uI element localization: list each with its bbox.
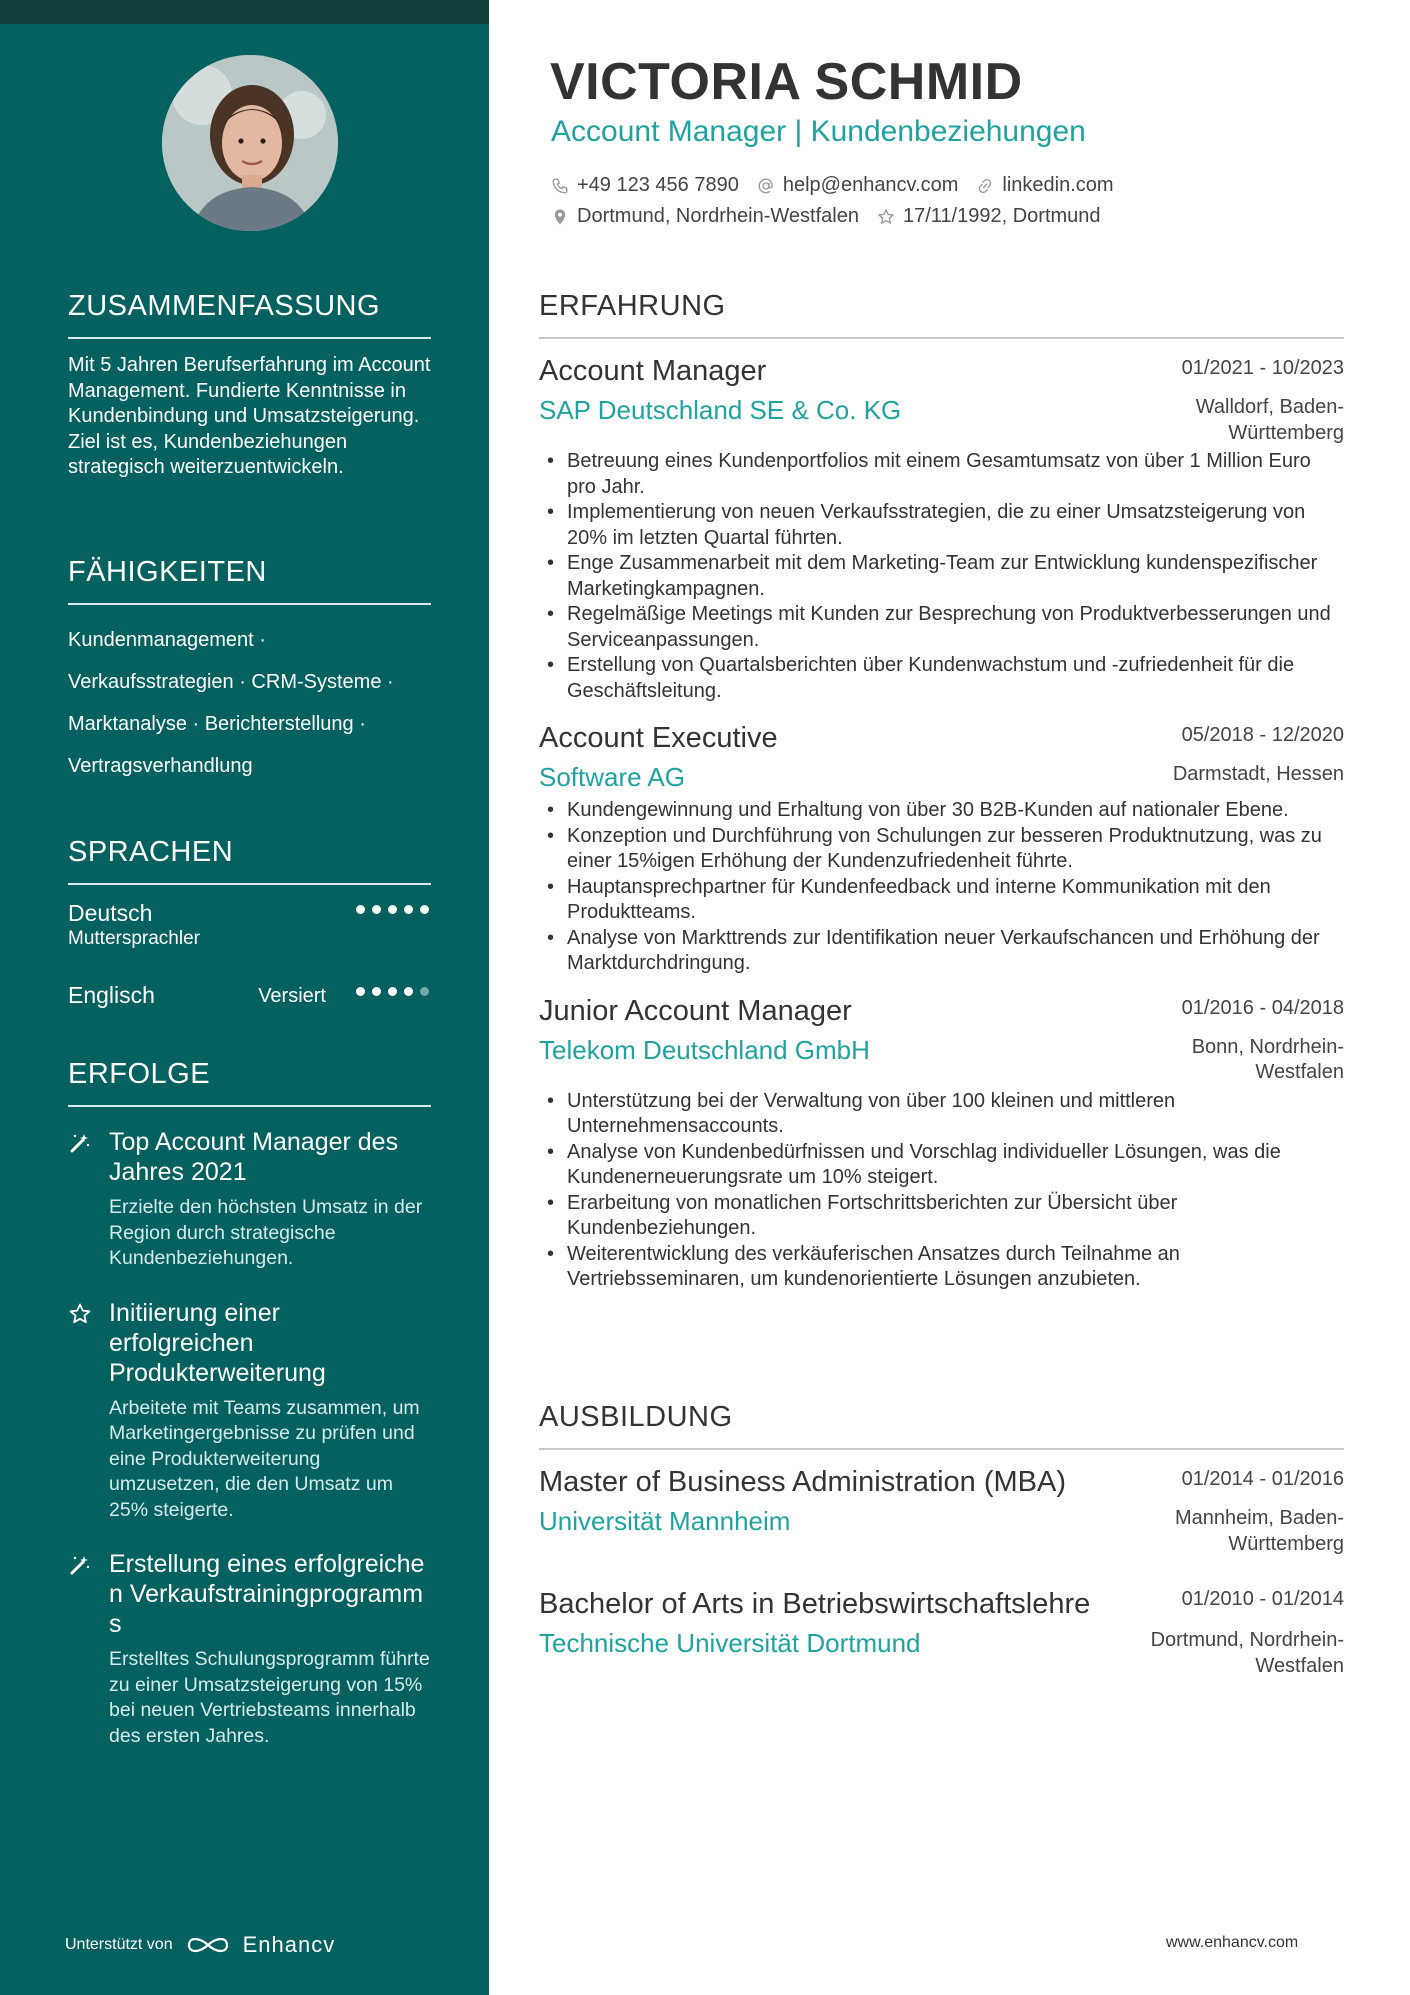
achievement-desc: Arbeitete mit Teams zusammen, um Marketingergebnisse zu prüfen und eine Produkterweiterung umzusetzen, die den Umsatz um 25% steigerte. [109, 1396, 420, 1521]
skills-line: Vertragsverhandlung [68, 755, 253, 777]
rating-dot [388, 987, 397, 996]
achievement-title: Top Account Manager des Jahres 2021 [109, 1128, 399, 1186]
language-rating [356, 987, 429, 996]
language-rating [356, 905, 429, 914]
contact-location [551, 205, 859, 228]
experience-section [539, 290, 1344, 1311]
achievements-title: ERFOLGE [68, 1058, 431, 1107]
education-title: AUSBILDUNG [539, 1401, 1344, 1450]
school-name: Technische Universität Dortmund [539, 1628, 921, 1658]
avatar [162, 55, 338, 231]
achievement-title: Erstellung eines erfolgreichen Verkaufstrainingprogramms [109, 1550, 425, 1638]
job-title: Account Executive [539, 722, 778, 754]
job-company: Software AG [539, 762, 685, 792]
job-entry [539, 722, 1344, 977]
enhancv-logo-icon [185, 1934, 231, 1956]
contact-info [551, 170, 1291, 232]
education-location: Mannheim, Baden-Württemberg [1175, 1507, 1344, 1555]
rating-dot [356, 987, 365, 996]
school-name: Universität Mannheim [539, 1506, 791, 1536]
contact-linkedin[interactable] [976, 174, 1113, 197]
job-bullet: • Erstellung von Quartalsberichten über Kundenwachstum und -zufriedenheit für die Geschäftsleitung. [539, 653, 1344, 704]
language-row-deutsch [68, 899, 431, 981]
rating-dot [404, 905, 413, 914]
job-bullet: • Regelmäßige Meetings mit Kunden zur Besprechung von Produktverbesserungen und Serviceanpassungen. [539, 602, 1344, 653]
skills-title: FÄHIGKEITEN [68, 556, 431, 605]
education-entry [539, 1466, 1344, 1558]
powered-by-label: Unterstützt von [65, 1936, 173, 1953]
location-text: Dortmund, Nordrhein-Westfalen [577, 205, 859, 227]
experience-title: ERFAHRUNG [539, 290, 1344, 339]
skills-line: Kundenmanagement · [68, 629, 266, 651]
phone-icon [551, 177, 569, 195]
language-row-englisch [68, 981, 431, 1041]
magic-wand-icon [68, 1553, 92, 1577]
degree-title: Bachelor of Arts in Betriebswirtschaftslehre [539, 1588, 1091, 1620]
job-bullet: • Analyse von Kundenbedürfnissen und Vorschlag individueller Lösungen, was die Kundenerneuerungsrate um 10% steigert. [539, 1140, 1344, 1191]
location-pin-icon [551, 208, 569, 226]
birth-text: 17/11/1992, Dortmund [902, 205, 1101, 227]
achievement-item [68, 1298, 431, 1524]
achievements-section [68, 1058, 431, 1775]
phone-text: +49 123 456 7890 [577, 174, 739, 196]
job-bullets [539, 449, 1344, 704]
job-bullet: • Weiterentwicklung des verkäuferischen Ansatzes durch Teilnahme an Vertriebsseminaren, um kundenorientierte Lösungen anzubieten. [539, 1242, 1344, 1293]
education-dates: 01/2014 - 01/2016 [1181, 1468, 1344, 1490]
summary-title: ZUSAMMENFASSUNG [68, 290, 431, 339]
job-bullet: • Unterstützung bei der Verwaltung von über 100 kleinen und mittleren Unternehmensaccounts. [539, 1089, 1344, 1140]
job-bullet: • Hauptansprechpartner für Kundenfeedback und interne Kommunikation mit den Produktteams. [539, 875, 1344, 926]
education-section [539, 1401, 1344, 1698]
skills-line: Verkaufsstrategien · CRM-Systeme · [68, 671, 394, 693]
candidate-role: Account Manager | Kundenbeziehungen [551, 115, 1086, 148]
language-name: Englisch [68, 982, 155, 1008]
star-icon [877, 208, 895, 226]
education-location: Dortmund, Nordrhein-Westfalen [1150, 1629, 1344, 1677]
rating-dot [356, 905, 365, 914]
summary-text: Mit 5 Jahren Berufserfahrung im Account Management. Fundierte Kenntnisse in Kundenbindung und Umsatzsteigerung. Ziel ist es, Kundenbeziehungen strategisch weiterzuentwickeln. [68, 354, 431, 478]
skills-section [68, 556, 431, 787]
job-bullets [539, 1089, 1344, 1293]
sidebar-top-bar [0, 0, 489, 24]
achievement-item [68, 1549, 431, 1749]
rating-dot [388, 905, 397, 914]
achievement-item [68, 1127, 431, 1272]
job-bullet: • Betreuung eines Kundenportfolios mit einem Gesamtumsatz von über 1 Million Euro pro Jahr. [539, 449, 1344, 500]
rating-dot [372, 987, 381, 996]
languages-section [68, 836, 431, 1041]
sidebar [0, 0, 489, 1995]
education-dates: 01/2010 - 01/2014 [1181, 1588, 1344, 1610]
rating-dot [420, 905, 429, 914]
magic-wand-icon [68, 1131, 92, 1155]
contact-birth [877, 205, 1101, 228]
skills-line: Marktanalyse · Berichterstellung · [68, 713, 366, 735]
job-bullet: • Analyse von Markttrends zur Identifikation neuer Verkaufschancen und Erhöhung der Marktdurchdringung. [539, 926, 1344, 977]
achievement-desc: Erstelltes Schulungsprogramm führte zu einer Umsatzsteigerung von 15% bei neuen Vertriebsteams innerhalb des ersten Jahres. [109, 1648, 430, 1747]
achievement-desc: Erzielte den höchsten Umsatz in der Region durch strategische Kundenbeziehungen. [109, 1196, 423, 1269]
enhancv-brand[interactable]: Enhancv [242, 1932, 336, 1957]
contact-email[interactable] [757, 174, 959, 197]
education-entry [539, 1586, 1344, 1680]
powered-by [65, 1932, 335, 1958]
language-level: Muttersprachler [68, 928, 200, 949]
summary-section [68, 290, 431, 481]
job-bullet: • Konzeption und Durchführung von Schulungen zur besseren Produktnutzung, was zu einer 15%igen Erhöhung der Kundenzufriedenheit führte. [539, 824, 1344, 875]
job-entry [539, 355, 1344, 704]
job-bullet: • Erarbeitung von monatlichen Fortschrittsberichten zur Übersicht über Kundenbeziehungen. [539, 1191, 1344, 1242]
language-name: Deutsch [68, 900, 153, 926]
job-bullet: • Implementierung von neuen Verkaufsstrategien, die zu einer Umsatzsteigerung von 20% im letzten Quartal führten. [539, 500, 1344, 551]
rating-dot [404, 987, 413, 996]
job-bullet: • Enge Zusammenarbeit mit dem Marketing-Team zur Entwicklung kundenspezifischer Marketingkampagnen. [539, 551, 1344, 602]
profile-photo [162, 55, 338, 231]
job-bullets [539, 798, 1344, 977]
linkedin-text: linkedin.com [1002, 174, 1114, 196]
language-level: Versiert [258, 985, 326, 1007]
link-icon [976, 177, 994, 195]
job-company: SAP Deutschland SE & Co. KG [539, 395, 902, 425]
languages-title: SPRACHEN [68, 836, 431, 885]
job-company: Telekom Deutschland GmbH [539, 1034, 870, 1065]
job-dates: 05/2018 - 12/2020 [1181, 724, 1344, 746]
job-location: Bonn, Nordrhein-Westfalen [1191, 1035, 1344, 1083]
degree-title: Master of Business Administration (MBA) [539, 1466, 1067, 1498]
footer-url[interactable]: www.enhancv.com [1166, 1934, 1299, 1951]
at-icon [757, 177, 775, 195]
job-title: Account Manager [539, 355, 767, 387]
contact-phone[interactable] [551, 174, 739, 197]
rating-dot [420, 987, 429, 996]
job-dates: 01/2021 - 10/2023 [1181, 357, 1344, 379]
job-entry [539, 995, 1344, 1293]
achievement-title: Initiierung einer erfolgreichen Produkterweiterung [109, 1298, 326, 1387]
job-location: Walldorf, Baden-Württemberg [1195, 396, 1344, 444]
job-title: Junior Account Manager [539, 994, 852, 1027]
star-icon [68, 1302, 92, 1326]
rating-dot [372, 905, 381, 914]
job-bullet: • Kundengewinnung und Erhaltung von über 30 B2B-Kunden auf nationaler Ebene. [539, 798, 1344, 824]
candidate-name: VICTORIA SCHMID [550, 53, 1023, 111]
email-text: help@enhancv.com [782, 174, 959, 196]
job-dates: 01/2016 - 04/2018 [1181, 996, 1344, 1019]
job-location: Darmstadt, Hessen [1172, 763, 1344, 785]
